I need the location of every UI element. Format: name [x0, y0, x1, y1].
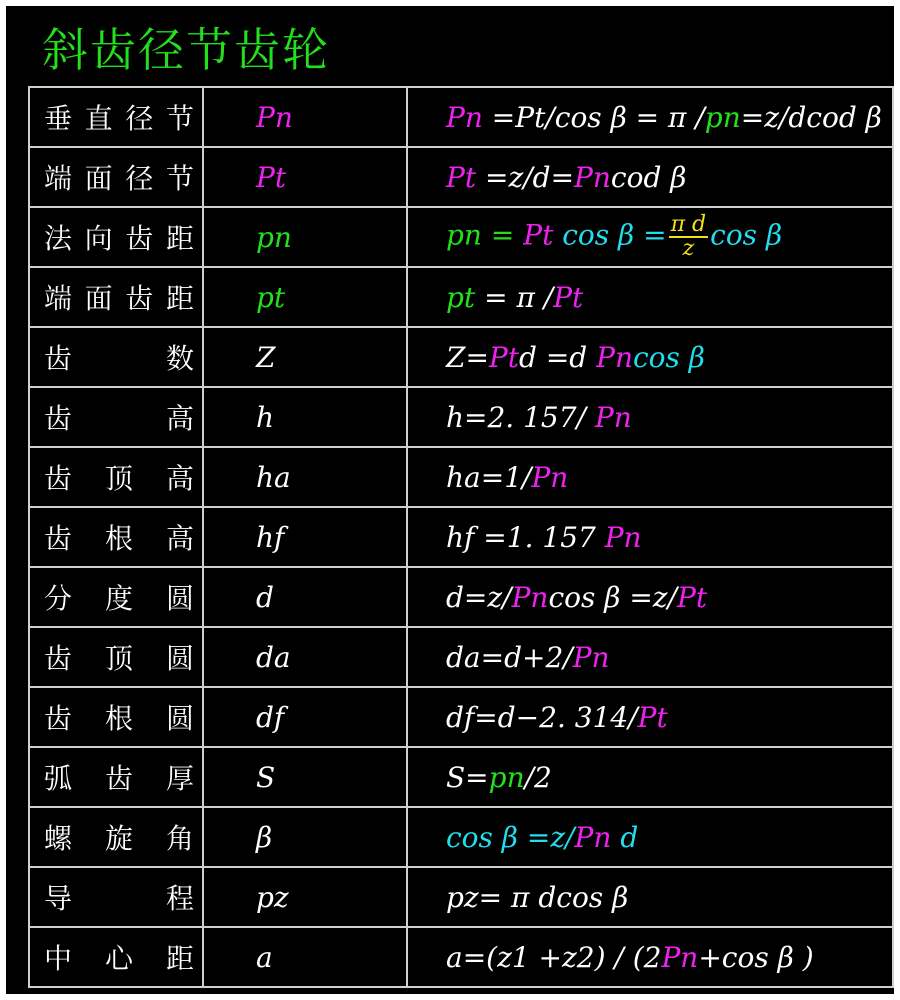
formula-segment: Pn [574, 160, 611, 194]
table-row [29, 87, 893, 147]
parameter-formula [407, 147, 893, 207]
table-row [29, 267, 893, 327]
formula-segment: pz= π dcos β [446, 880, 629, 914]
formula-segment: Pn [604, 520, 642, 554]
parameter-name-char: 直 [84, 102, 113, 135]
parameter-formula [407, 267, 893, 327]
formula-segment: pt [446, 280, 476, 314]
parameter-name-char: 径 [125, 162, 154, 195]
parameter-formula [407, 867, 893, 927]
table-row [29, 447, 893, 507]
parameter-name-char: 圆 [165, 582, 194, 615]
parameter-name-char: 齿 [104, 762, 133, 795]
parameter-name-char: 导 [44, 882, 73, 915]
formula-segment: Pt [637, 700, 668, 734]
parameter-name-char: 圆 [165, 642, 194, 675]
formula-segment: cos β =z/ [446, 820, 575, 854]
parameter-name-char: 节 [165, 102, 194, 135]
formula-segment: Pn [594, 400, 632, 434]
formula-segment: pn [704, 100, 741, 134]
table-row [29, 567, 893, 627]
parameter-name-char: 垂 [44, 102, 73, 135]
parameter-name-char: 向 [84, 222, 113, 255]
parameter-name-char: 距 [165, 222, 194, 255]
table-row [29, 687, 893, 747]
parameter-symbol: pn [203, 207, 407, 267]
fraction-denominator: z [682, 236, 695, 261]
parameter-formula [407, 327, 893, 387]
parameter-symbol: hf [203, 507, 407, 567]
formula-segment: = π / [475, 280, 554, 314]
parameter-formula [407, 447, 893, 507]
formula-segment: S= [446, 760, 489, 794]
parameter-name [29, 507, 203, 567]
formula-segment: ha=1/ [446, 460, 532, 494]
formula-segment: Pn [446, 100, 483, 134]
parameter-name-char: 高 [165, 522, 194, 555]
formula-segment: =z/d= [476, 160, 575, 194]
formula-segment: Pn [572, 640, 610, 674]
table-row [29, 747, 893, 807]
parameter-symbol: h [203, 387, 407, 447]
parameter-formula [407, 567, 893, 627]
parameter-symbol: S [203, 747, 407, 807]
parameter-name-char: 分 [44, 582, 73, 615]
formula-segment: d=z/ [446, 580, 512, 614]
parameter-name [29, 747, 203, 807]
formula-segment: a=(z1 +z2) / (2 [446, 940, 662, 974]
parameter-name-char: 高 [165, 402, 194, 435]
table-row [29, 927, 893, 987]
table-row [29, 507, 893, 567]
formula-segment: d =d [519, 340, 597, 374]
formula-segment: cos β [633, 340, 705, 374]
parameter-formula [407, 627, 893, 687]
parameter-symbol: pt [203, 267, 407, 327]
formula-segment: hf =1. 157 [446, 520, 605, 554]
parameter-name-char: 数 [165, 342, 194, 375]
parameter-name [29, 267, 203, 327]
parameter-symbol: da [203, 627, 407, 687]
parameter-name [29, 627, 203, 687]
parameter-name [29, 807, 203, 867]
parameter-name-char: 厚 [165, 762, 194, 795]
parameter-formula [407, 747, 893, 807]
table-row [29, 207, 893, 267]
parameter-symbol: Pn [203, 87, 407, 147]
parameter-name [29, 867, 203, 927]
parameter-name-char: 根 [104, 522, 133, 555]
table-row [29, 867, 893, 927]
parameter-name-char: 顶 [104, 642, 133, 675]
parameter-name-char: 法 [44, 222, 73, 255]
formula-segment: cos β =z/ [548, 580, 677, 614]
parameter-name-char: 程 [165, 882, 194, 915]
parameter-name-char: 面 [84, 282, 113, 315]
formula-segment: /2 [524, 760, 552, 794]
document-frame [6, 6, 894, 994]
parameter-formula [407, 687, 893, 747]
parameter-name [29, 447, 203, 507]
formula-segment: h=2. 157/ [446, 400, 595, 434]
parameter-name [29, 207, 203, 267]
formula-segment: =Pt/cos β = π / [482, 100, 705, 134]
parameter-symbol: Z [203, 327, 407, 387]
parameter-formula [407, 387, 893, 447]
table-row [29, 387, 893, 447]
parameter-name-char: 角 [165, 822, 194, 855]
parameter-name [29, 687, 203, 747]
parameter-formula [407, 87, 893, 147]
parameter-name [29, 327, 203, 387]
formula-segment: Pt [488, 340, 520, 374]
parameter-name-char: 齿 [44, 642, 73, 675]
parameter-name-char: 齿 [44, 462, 73, 495]
formula-segment: cos β [710, 218, 783, 252]
parameter-name-char: 度 [104, 582, 133, 615]
formula-segment: pn [488, 760, 525, 794]
parameter-name [29, 387, 203, 447]
parameter-name-char: 圆 [165, 702, 194, 735]
parameter-symbol: d [203, 567, 407, 627]
formula-segment: Pn [661, 940, 699, 974]
formula-segment: cos β = [553, 218, 667, 252]
formula-segment: Z= [446, 340, 489, 374]
parameter-name-char: 齿 [44, 342, 73, 375]
parameter-formula [407, 927, 893, 987]
formula-segment: Pn [574, 820, 612, 854]
table-row [29, 147, 893, 207]
parameter-name-char: 齿 [44, 522, 73, 555]
formula-segment: da=d+2/ [446, 640, 573, 674]
parameter-symbol: pz [203, 867, 407, 927]
formula-table-body [29, 87, 893, 987]
parameter-name-char: 距 [165, 282, 194, 315]
formula-segment: d [611, 820, 639, 854]
parameter-name-char: 根 [104, 702, 133, 735]
table-row [29, 627, 893, 687]
formula-segment: cod β [610, 160, 687, 194]
parameter-name-char: 齿 [125, 222, 154, 255]
parameter-name-char: 径 [125, 102, 154, 135]
formula-table [28, 86, 894, 988]
formula-segment: Pt [446, 160, 477, 194]
formula-segment: Pt [523, 218, 554, 252]
formula-segment: Pn [531, 460, 569, 494]
parameter-symbol: ha [203, 447, 407, 507]
parameter-name [29, 147, 203, 207]
parameter-formula [407, 507, 893, 567]
parameter-name-char: 中 [44, 942, 73, 975]
formula-segment: pn [446, 218, 482, 252]
formula-segment: = [481, 218, 524, 252]
parameter-name-char: 齿 [44, 402, 73, 435]
formula-segment: df=d−2. 314/ [446, 700, 638, 734]
parameter-name-char: 齿 [44, 702, 73, 735]
parameter-name-char: 端 [44, 162, 73, 195]
fraction [669, 214, 709, 260]
page-title: 斜齿径节齿轮 [42, 23, 330, 77]
parameter-symbol: df [203, 687, 407, 747]
parameter-name-char: 旋 [104, 822, 133, 855]
parameter-name-char: 距 [165, 942, 194, 975]
table-row [29, 807, 893, 867]
parameter-formula [407, 207, 893, 267]
parameter-symbol: Pt [203, 147, 407, 207]
formula-segment: +cos β ) [698, 940, 814, 974]
parameter-name-char: 节 [165, 162, 194, 195]
parameter-symbol: β [203, 807, 407, 867]
parameter-name [29, 567, 203, 627]
table-row [29, 327, 893, 387]
parameter-name-char: 面 [84, 162, 113, 195]
parameter-name-char: 高 [165, 462, 194, 495]
formula-segment: Pt [553, 280, 584, 314]
parameter-name [29, 87, 203, 147]
fraction-numerator: π d [670, 212, 707, 237]
parameter-name-char: 弧 [44, 762, 73, 795]
parameter-name-char: 端 [44, 282, 73, 315]
parameter-name [29, 927, 203, 987]
formula-segment: Pt [677, 580, 708, 614]
formula-segment: Pn [511, 580, 549, 614]
parameter-name-char: 顶 [104, 462, 133, 495]
parameter-name-char: 心 [104, 942, 133, 975]
parameter-name-char: 螺 [44, 822, 73, 855]
formula-segment: =z/dcod β [740, 100, 882, 134]
parameter-formula [407, 807, 893, 867]
parameter-symbol: a [203, 927, 407, 987]
formula-segment: Pn [596, 340, 633, 374]
parameter-name-char: 齿 [125, 282, 154, 315]
